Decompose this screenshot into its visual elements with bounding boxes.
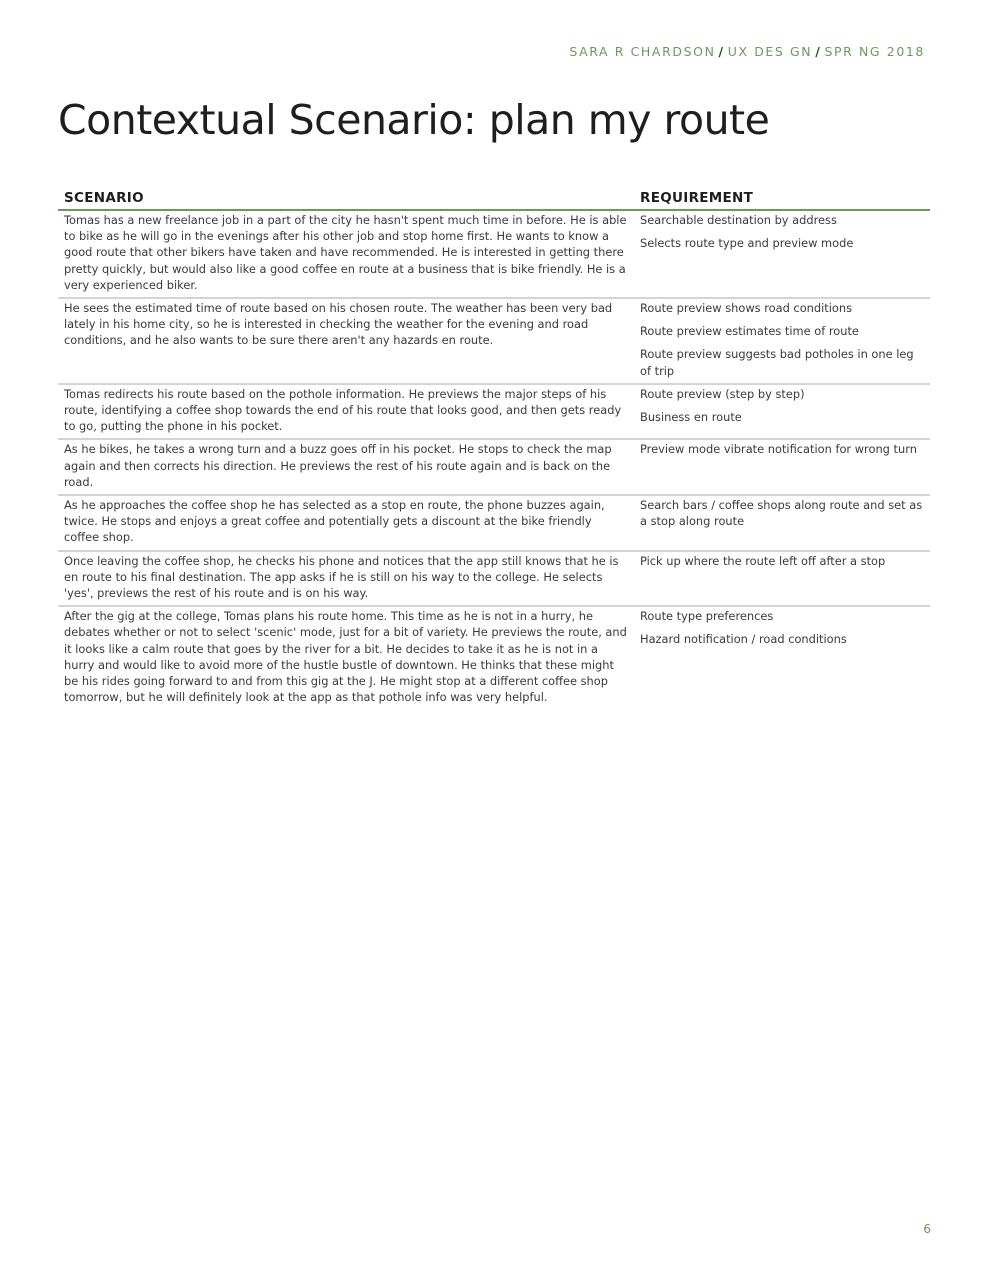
header-term: SPR NG 2018 [824,44,925,59]
requirement-item: Business en route [640,410,742,425]
header-separator: / [718,44,725,59]
page-title: Contextual Scenario: plan my route [58,96,770,144]
requirement-cell [634,551,930,607]
requirement-item: Pick up where the route left off after a stop [640,553,886,568]
scenario-cell: Tomas has a new freelance job in a part of the city he hasn't spent much time in before. He is able to bike as he will go in the evenings after his other job and stop home first. He wants to know a good route that other bikers have taken and have recommended. He is interested in getting there pretty quickly, but would also like a good coffee en route at a business that is bike friendly. He is a very experienced biker. [58,210,634,298]
requirement-item: Route preview estimates time of route [640,324,859,339]
table-row [58,210,930,298]
requirement-item: Route preview shows road conditions [640,301,853,316]
requirement-cell [634,384,930,440]
requirement-item: Route preview (step by step) [640,386,805,401]
column-header-requirement: REQUIREMENT [634,188,930,210]
header-course: UX DES GN [727,44,813,59]
table-header-row [58,188,930,210]
scenario-table [58,188,930,709]
requirement-item: Hazard notification / road conditions [640,632,847,647]
header-author: SARA R CHARDSON [569,44,716,59]
requirement-item: Searchable destination by address [640,213,837,227]
running-header [569,44,925,59]
requirement-cell [634,606,930,709]
table-row [58,384,930,440]
requirement-item: Route preview suggests bad potholes in one leg of trip [640,347,914,378]
requirement-item: Selects route type and preview mode [640,236,854,251]
scenario-cell: As he bikes, he takes a wrong turn and a buzz goes off in his pocket. He stops to check the map again and then corrects his direction. He previews the rest of his route again and is back on the road. [58,439,634,495]
requirement-item: Route type preferences [640,609,774,624]
scenario-cell: After the gig at the college, Tomas plans his route home. This time as he is not in a hurry, he debates whether or not to select 'scenic' mode, just for a bit of variety. He previews the route, and it looks like a calm route that goes by the river for a bit. He decides to take it as he is not in a hurry and would like to avoid more of the hustle bustle of downtown. He thinks that these might be his rides going forward to and from this gig at the J. He might stop at a different coffee shop tomorrow, but he will definitely look at the app as that pothole info was very helpful. [64,609,627,705]
requirement-cell [634,298,930,384]
table-row [58,298,930,384]
scenario-cell: Tomas redirects his route based on the pothole information. He previews the major steps of his route, identifying a coffee shop towards the end of his route that looks good, and then gets ready to go, putting the phone in his pocket. [58,384,634,440]
requirement-item: Search bars / coffee shops along route and set as a stop along route [640,498,923,529]
header-separator: / [815,44,822,59]
page-number: 6 [923,1222,931,1236]
requirement-item: Preview mode vibrate notification for wrong turn [640,442,917,457]
scenario-cell: He sees the estimated time of route based on his chosen route. The weather has been very bad lately in his home city, so he is interested in checking the weather for the evening and road conditions, and he also wants to be sure there aren't any hazards en route. [58,298,634,384]
requirement-cell [634,495,930,551]
column-header-scenario: SCENARIO [58,188,634,210]
table-row [58,551,930,607]
table-row [58,606,930,709]
requirement-cell [634,439,930,495]
table-row [58,495,930,551]
requirement-cell [634,210,930,298]
table-row [58,439,930,495]
scenario-cell: As he approaches the coffee shop he has selected as a stop en route, the phone buzzes again, twice. He stops and enjoys a great coffee and potentially gets a discount at the bike friendly coffee shop. [58,495,634,551]
scenario-cell: Once leaving the coffee shop, he checks his phone and notices that the app still knows that he is en route to his final destination. The app asks if he is still on his way to the college. He selects 'yes', previews the rest of his route and is on his way. [58,551,634,607]
